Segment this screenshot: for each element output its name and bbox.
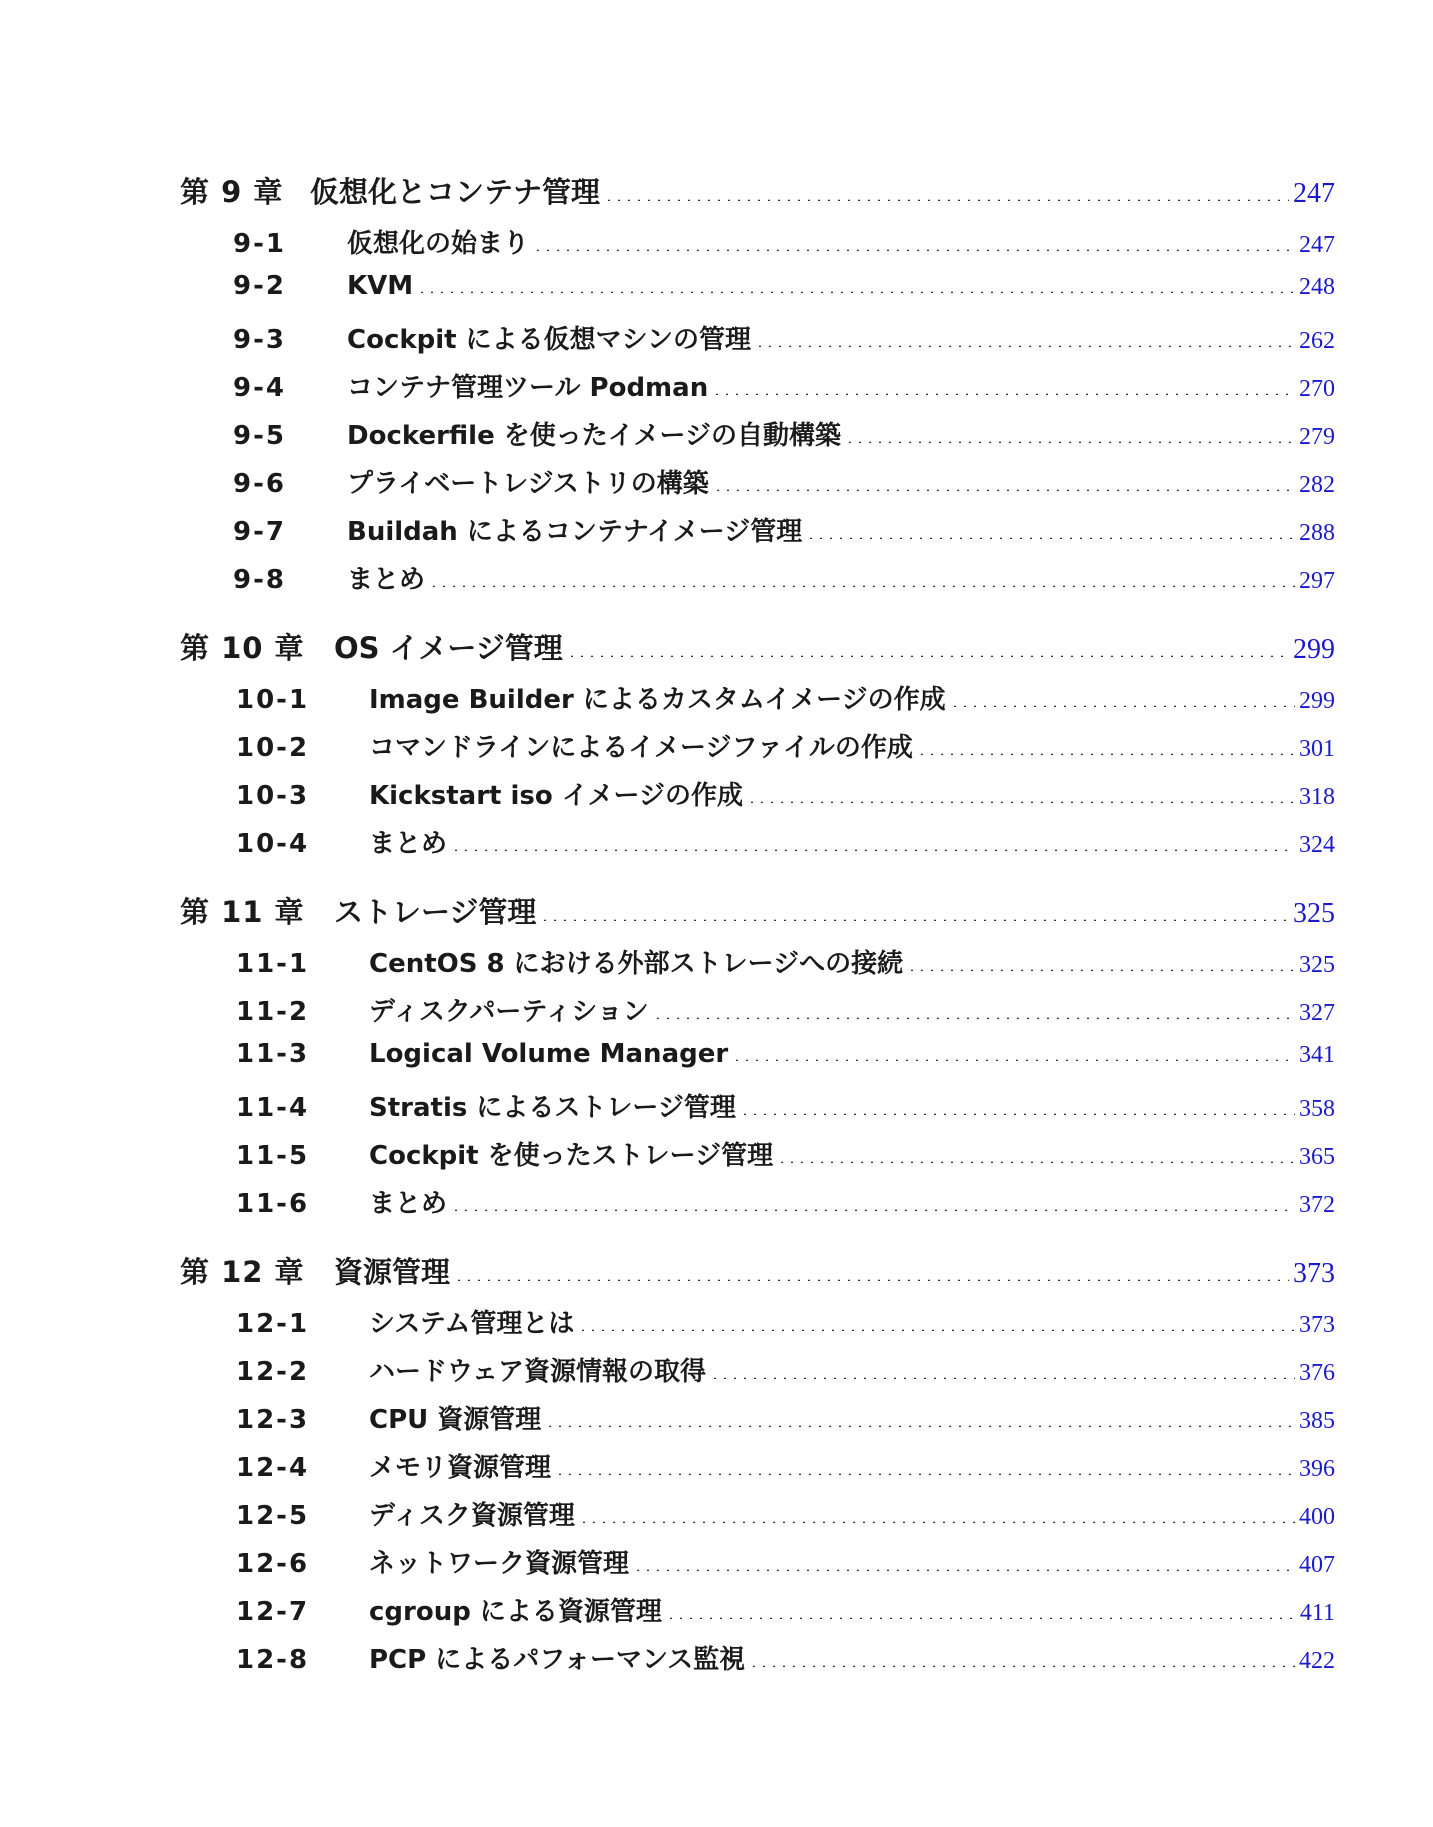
section-number: 12-8 [236,1645,310,1675]
toc-entry[interactable] [233,223,1335,260]
chapter-heading[interactable] [180,626,1335,667]
toc-entry[interactable] [236,679,1335,716]
dot-leader [653,1017,1295,1019]
section-title: コマンドラインによるイメージファイルの作成 [369,733,913,763]
chapter-title: OS イメージ管理 [334,631,563,665]
dot-leader [540,919,1289,921]
chapter-label: 第 10 章 [180,631,305,665]
dot-leader [712,393,1295,395]
dot-leader [749,1665,1295,1667]
dot-leader [429,585,1295,587]
section-number: 9-2 [233,271,286,301]
toc-entry[interactable] [236,1303,1335,1340]
toc-entry[interactable] [236,1087,1335,1124]
section-number: 12-7 [236,1597,310,1627]
toc-entry[interactable] [233,511,1335,548]
section-title: 仮想化の始まり [347,229,530,259]
section-number: 9-1 [233,229,286,259]
section-number: 10-3 [236,781,310,811]
section-title: Dockerfile を使ったイメージの自動構築 [347,421,841,451]
section-number: 11-1 [236,949,310,979]
page-number: 297 [1299,568,1335,594]
section-number: 10-2 [236,733,310,763]
page-number: 288 [1299,520,1335,546]
page-number: 372 [1299,1192,1335,1218]
section-title: まとめ [369,1189,448,1219]
dot-leader [567,655,1289,657]
page-number: 270 [1299,376,1335,402]
page-number: 365 [1299,1144,1335,1170]
page-number: 400 [1299,1504,1335,1530]
section-title: ハードウェア資源情報の取得 [369,1357,706,1387]
toc-entry[interactable] [236,943,1335,980]
dot-leader [533,249,1295,251]
section-title: メモリ資源管理 [369,1453,552,1483]
section-number: 11-3 [236,1039,310,1069]
section-title: Buildah によるコンテナイメージ管理 [347,517,803,547]
section-title: まとめ [347,565,426,595]
section-number: 12-1 [236,1309,310,1339]
chapter-heading[interactable] [180,1250,1335,1291]
chapter-heading[interactable] [180,170,1335,211]
section-number: 9-5 [233,421,286,451]
dot-leader [755,345,1295,347]
chapter-title: 資源管理 [334,1255,451,1289]
page-number: 327 [1299,1000,1335,1026]
page-number: 396 [1299,1456,1335,1482]
section-title: システム管理とは [369,1309,575,1339]
toc-entry[interactable] [233,463,1335,500]
section-title: ディスクパーティション [369,997,649,1027]
chapter-title: 仮想化とコンテナ管理 [310,175,601,209]
section-title: Stratis によるストレージ管理 [369,1093,736,1123]
page-number: 299 [1293,634,1335,665]
section-number: 12-5 [236,1501,310,1531]
dot-leader [907,969,1295,971]
page-number: 279 [1299,424,1335,450]
page-number: 299 [1299,688,1335,714]
page-number: 422 [1299,1648,1335,1674]
toc-entry[interactable] [233,367,1335,404]
page-number: 373 [1299,1312,1335,1338]
page-number: 373 [1293,1258,1335,1289]
page-number: 407 [1299,1552,1335,1578]
section-number: 9-4 [233,373,286,403]
section-number: 12-2 [236,1357,310,1387]
dot-leader [604,199,1289,201]
chapter-label: 第 12 章 [180,1255,305,1289]
toc-entry[interactable] [236,1447,1335,1484]
section-title: Logical Volume Manager [369,1039,729,1069]
page-number: 248 [1299,274,1335,300]
page-number: 247 [1293,178,1335,209]
section-title: Kickstart iso イメージの作成 [369,781,744,811]
section-title: KVM [347,271,414,301]
chapter-title: ストレージ管理 [334,895,537,929]
dot-leader [633,1569,1295,1571]
dot-leader [579,1521,1295,1523]
toc-entry[interactable] [236,1039,1335,1069]
section-title: まとめ [369,829,448,859]
page-number: 411 [1299,1600,1335,1626]
section-title: Image Builder によるカスタムイメージの作成 [369,685,946,715]
toc-entry[interactable] [236,823,1335,860]
section-number: 11-5 [236,1141,310,1171]
section-number: 12-6 [236,1549,310,1579]
dot-leader [555,1473,1295,1475]
toc-entry[interactable] [236,1183,1335,1220]
chapter-heading[interactable] [180,890,1335,931]
section-title: PCP によるパフォーマンス監視 [369,1645,746,1675]
toc-entry[interactable] [236,1495,1335,1532]
section-title: プライベートレジストリの構築 [347,469,709,499]
toc-entry[interactable] [233,271,1335,301]
page-number: 324 [1299,832,1335,858]
section-number: 9-6 [233,469,286,499]
toc-entry[interactable] [236,1639,1335,1676]
section-number: 12-4 [236,1453,310,1483]
dot-leader [950,705,1295,707]
dot-leader [747,801,1295,803]
section-title: ネットワーク資源管理 [369,1549,630,1579]
section-title: cgroup による資源管理 [369,1597,662,1627]
toc-entry[interactable] [236,1399,1335,1436]
toc-entry[interactable] [233,319,1335,356]
chapter-label: 第 11 章 [180,895,305,929]
page-number: 385 [1299,1408,1335,1434]
dot-leader [713,489,1295,491]
chapter-label: 第 9 章 [180,175,284,209]
section-number: 11-6 [236,1189,310,1219]
section-title: Cockpit を使ったストレージ管理 [369,1141,774,1171]
dot-leader [710,1377,1295,1379]
toc-entry[interactable] [236,727,1335,764]
page-number: 318 [1299,784,1335,810]
dot-leader [845,441,1295,443]
section-number: 10-4 [236,829,310,859]
dot-leader [732,1059,1295,1061]
section-number: 9-3 [233,325,286,355]
section-title: コンテナ管理ツール Podman [347,373,709,403]
section-number: 12-3 [236,1405,310,1435]
dot-leader [806,537,1295,539]
dot-leader [740,1113,1295,1115]
toc-entry[interactable] [236,991,1335,1028]
dot-leader [545,1425,1295,1427]
page-number: 325 [1293,898,1335,929]
section-number: 9-7 [233,517,286,547]
dot-leader [578,1329,1295,1331]
section-title: Cockpit による仮想マシンの管理 [347,325,752,355]
dot-leader [451,849,1295,851]
dot-leader [454,1279,1289,1281]
section-title: CentOS 8 における外部ストレージへの接続 [369,949,904,979]
dot-leader [917,753,1295,755]
dot-leader [777,1161,1295,1163]
page-number: 358 [1299,1096,1335,1122]
page-number: 325 [1299,952,1335,978]
section-title: CPU 資源管理 [369,1405,542,1435]
page-number: 247 [1299,232,1335,258]
toc-entry[interactable] [236,775,1335,812]
section-number: 11-2 [236,997,310,1027]
toc-entry[interactable] [236,1351,1335,1388]
section-number: 11-4 [236,1093,310,1123]
toc-entry[interactable] [233,559,1335,596]
dot-leader [451,1209,1295,1211]
page-number: 262 [1299,328,1335,354]
page-number: 282 [1299,472,1335,498]
page-number: 301 [1299,736,1335,762]
section-number: 9-8 [233,565,286,595]
dot-leader [417,291,1295,293]
toc-entry[interactable] [236,1591,1335,1628]
toc-entry[interactable] [236,1135,1335,1172]
page-number: 341 [1299,1042,1335,1068]
page-number: 376 [1299,1360,1335,1386]
section-number: 10-1 [236,685,310,715]
toc-entry[interactable] [233,415,1335,452]
section-title: ディスク資源管理 [369,1501,575,1531]
toc-entry[interactable] [236,1543,1335,1580]
dot-leader [666,1617,1296,1619]
